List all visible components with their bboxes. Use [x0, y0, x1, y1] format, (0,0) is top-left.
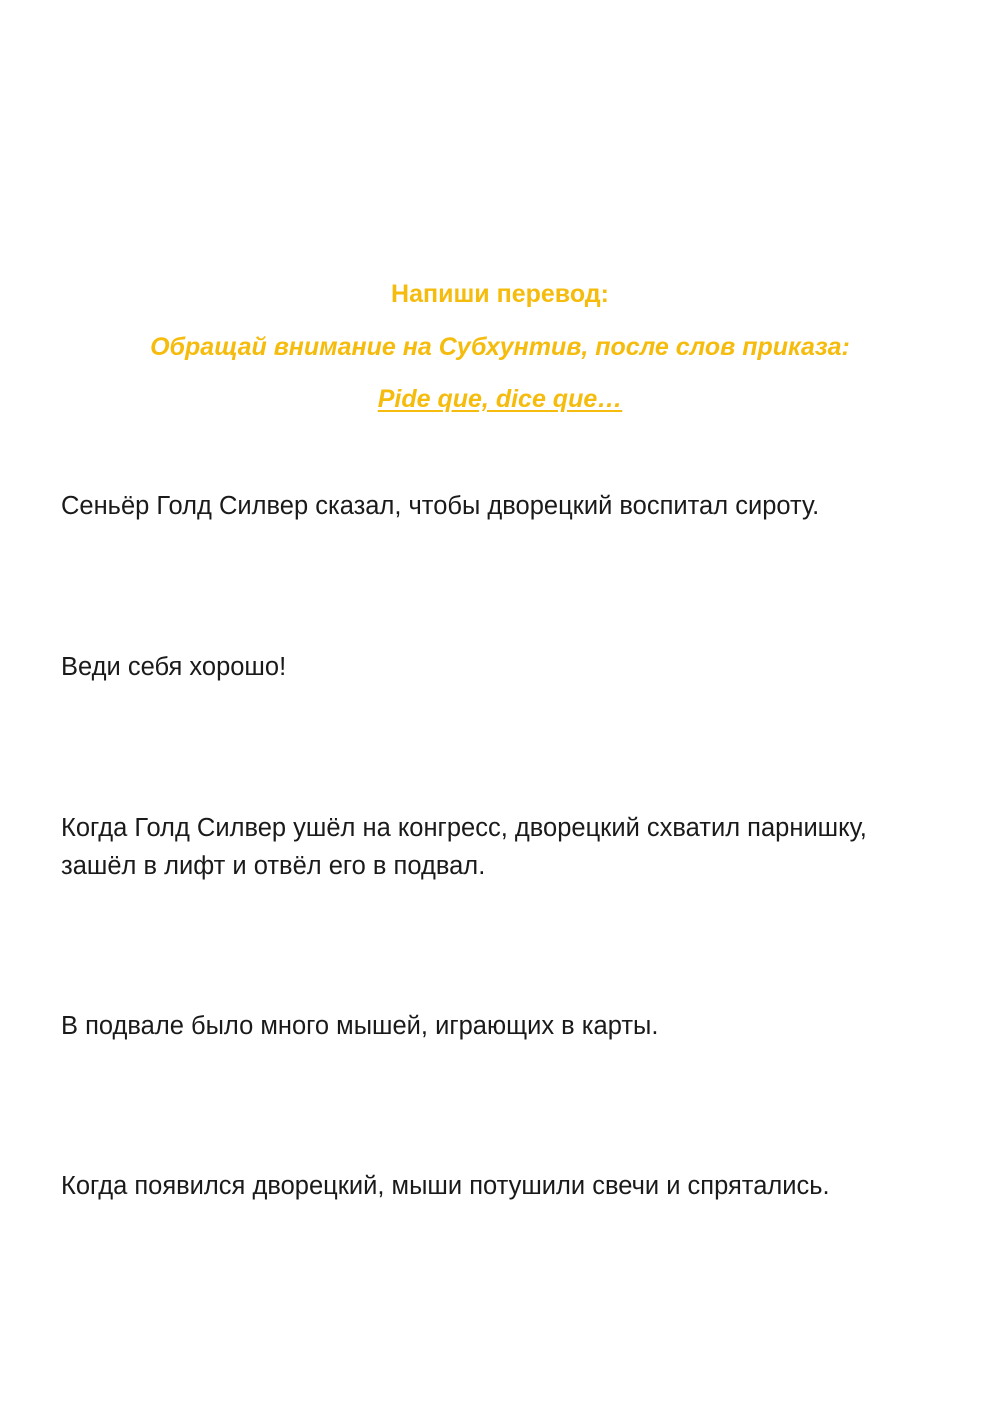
sentence-4-text: В подвале было много мышей, играющих в карты. — [61, 1012, 659, 1040]
sentence-1 — [61, 487, 961, 525]
sentence-4 — [61, 1007, 961, 1045]
sentence-5-text: Когда появился дворецкий, мыши потушили свечи и спрятались. — [61, 1172, 830, 1200]
sentence-2-text: Веди себя хорошо! — [61, 653, 287, 681]
trigger-phrase: Pide que, dice que… — [377, 385, 623, 413]
sentence-3 — [61, 809, 961, 885]
sentence-3-line-1: Когда Голд Силвер ушёл на конгресс, дворецкий схватил парнишку, — [61, 814, 867, 842]
sentence-3-line-2: зашёл в лифт и отвёл его в подвал. — [61, 852, 486, 880]
sentence-5 — [61, 1167, 961, 1205]
sentence-2 — [61, 648, 961, 686]
instruction-note: Обращай внимание на Субхунтив, после слов приказа: — [150, 333, 850, 361]
sentence-1-text: Сеньёр Голд Силвер сказал, чтобы дворецкий воспитал сироту. — [61, 492, 820, 520]
worksheet-title: Напиши перевод: — [391, 280, 609, 308]
